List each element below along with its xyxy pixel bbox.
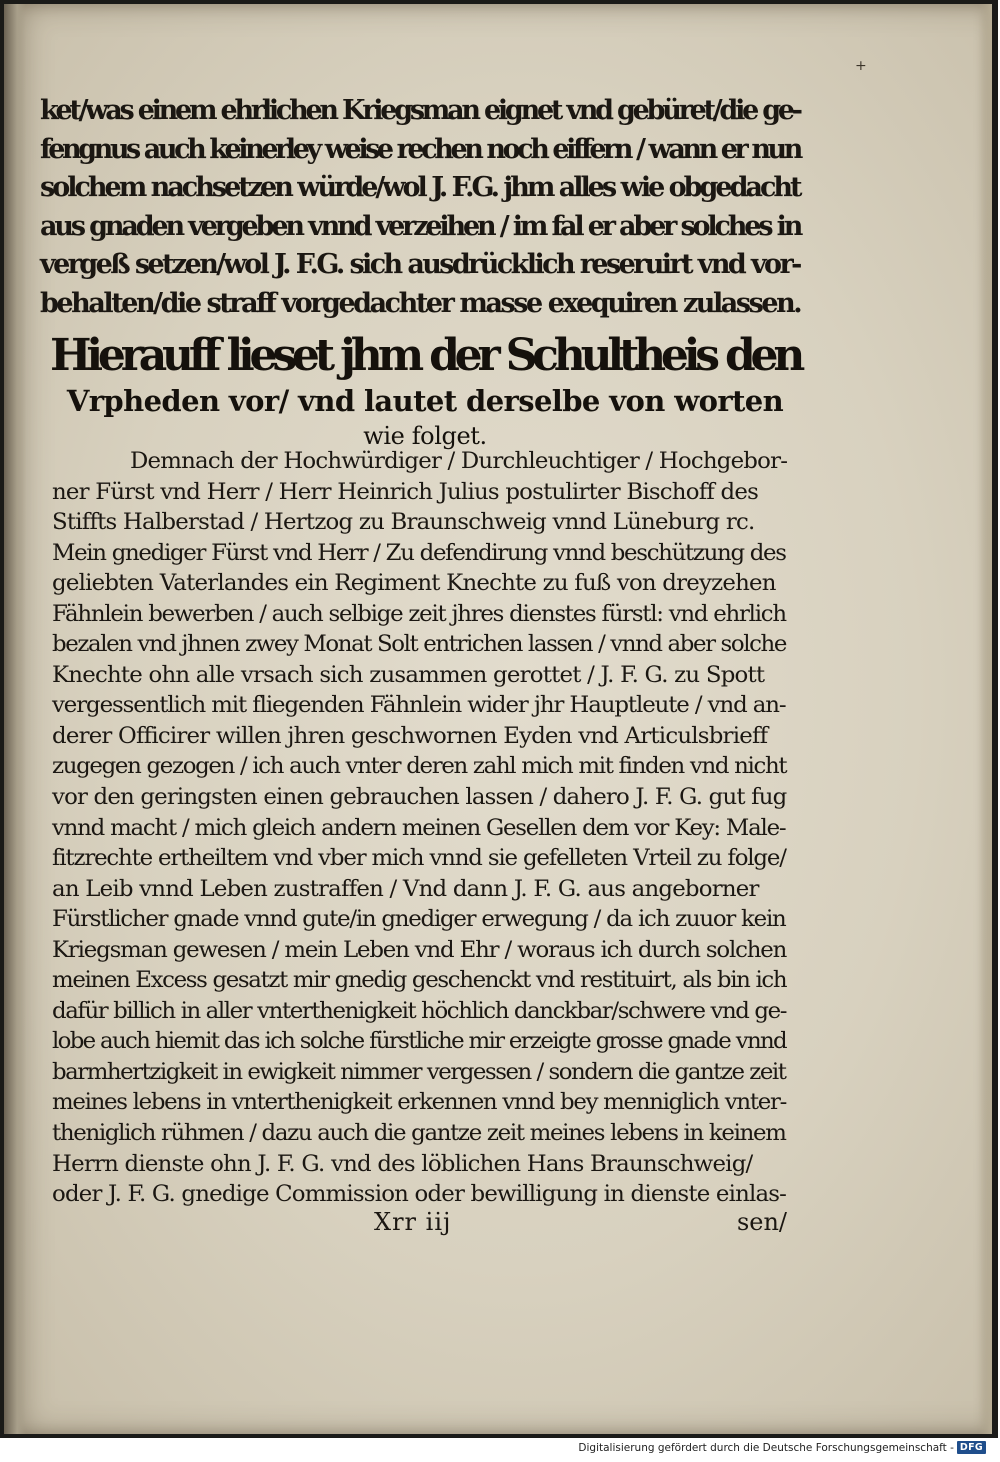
text-line: an Leib vnnd Leben zustraffen / Vnd dann J. F. G. aus angeborner — [52, 875, 759, 902]
page-mark: + — [855, 58, 867, 74]
text-line: vergeß setzen/wol J. F.G. sich ausdrücklich reseruirt vnd vor- — [40, 249, 800, 281]
text-line: vnnd macht / mich gleich andern meinen Gesellen dem vor Key: Male- — [52, 814, 786, 841]
text-line: theniglich rühmen / dazu auch die gantze zeit meines lebens in keinem — [52, 1120, 786, 1147]
text-line: geliebten Vaterlandes ein Regiment Knechte zu fuß von dreyzehen — [52, 570, 776, 597]
text-line: aus gnaden vergeben vnnd verzeihen / im fal er aber solches in — [40, 210, 801, 242]
text-line: Fähnlein bewerben / auch selbige zeit jhres dienstes fürstl: vnd ehrlich — [52, 600, 786, 627]
text-line: bezalen vnd jhnen zwey Monat Solt entrichen lassen / vnnd aber solche — [52, 631, 786, 658]
text-line: vergessentlich mit fliegenden Fähnlein wider jhr Hauptleute / vnd an- — [52, 692, 786, 719]
text-line: Herrn dienste ohn J. F. G. vnd des löblichen Hans Braunschweig/ — [52, 1150, 753, 1177]
text-line: behalten/die straff vorgedachter masse exequiren zulassen. — [40, 287, 801, 319]
text-line: meines lebens in vnterthenigkeit erkennen vnnd bey menniglich vnter- — [52, 1089, 786, 1116]
section-heading — [50, 330, 800, 452]
text-line: Demnach der Hochwürdiger / Durchleuchtiger / Hochgebor- — [130, 448, 788, 474]
credit-text: Digitalisierung gefördert durch die Deutsche Forschungsgemeinschaft - — [578, 1441, 954, 1454]
heading-line-2: Vrpheden vor/ vnd lautet derselbe von worten — [66, 384, 784, 418]
text-line: Stiffts Halberstad / Hertzog zu Braunschweig vnnd Lüneburg rc. — [52, 509, 755, 536]
text-line: Kriegsman gewesen / mein Leben vnd Ehr / woraus ich durch solchen — [52, 936, 787, 963]
signature-mark: Xrr iij — [374, 1208, 452, 1236]
text-line: ner Fürst vnd Herr / Herr Heinrich Julius postulirter Bischoff des — [52, 478, 759, 505]
text-line: oder J. F. G. gnedige Commission oder bewilligung in dienste einlas- — [52, 1181, 787, 1208]
funding-credit — [578, 1441, 986, 1454]
text-line: meinen Excess gesatzt mir gnedig geschenckt vnd restituirt, als bin ich — [52, 967, 787, 994]
page-footer — [52, 1208, 787, 1240]
text-line: ket/was einem ehrlichen Kriegsman eignet vnd gebüret/die ge- — [40, 95, 800, 126]
oath-paragraph — [52, 446, 797, 1210]
text-line: fitzrechte ertheiltem vnd vber mich vnnd sie gefelleten Vrteil zu folge/ — [52, 845, 786, 872]
text-line: fengnus auch keinerley weise rechen noch eiffern / wann er nun — [40, 133, 800, 165]
opening-paragraph — [40, 92, 800, 324]
text-line: Fürstlicher gnade vnnd gute/in gnediger erwegung / da ich zuuor kein — [52, 906, 786, 933]
heading-line-1: Hierauff lieset jhm der Schultheis den — [50, 330, 801, 381]
text-line: lobe auch hiemit das ich solche fürstliche mir erzeigte grosse gnade vnnd — [52, 1028, 786, 1055]
text-line: dafür billich in aller vnterthenigkeit höchlich danckbar/schwere vnd ge- — [52, 997, 787, 1024]
text-line: zugegen gezogen / ich auch vnter deren zahl mich mit finden vnd nicht — [52, 753, 787, 780]
heading-line-3: wie folget. — [363, 422, 487, 450]
text-line: barmhertzigkeit in ewigkeit nimmer vergessen / sondern die gantze zeit — [52, 1058, 786, 1085]
text-line: derer Officirer willen jhren geschwornen Eyden vnd Articulsbrieff — [52, 722, 768, 749]
dfg-logo: DFG — [957, 1441, 986, 1454]
text-line: Knechte ohn alle vrsach sich zusammen gerottet / J. F. G. zu Spott — [52, 661, 765, 688]
page-edge — [978, 4, 992, 1434]
text-line: solchem nachsetzen würde/wol J. F.G. jhm alles wie obgedacht — [40, 172, 800, 204]
text-line: vor den geringsten einen gebrauchen lassen / dahero J. F. G. gut fug — [52, 784, 787, 811]
text-line: Mein gnediger Fürst vnd Herr / Zu defendirung vnnd beschützung des — [52, 539, 786, 566]
page-gutter-shadow — [4, 4, 26, 1434]
catchword: sen/ — [736, 1208, 787, 1236]
